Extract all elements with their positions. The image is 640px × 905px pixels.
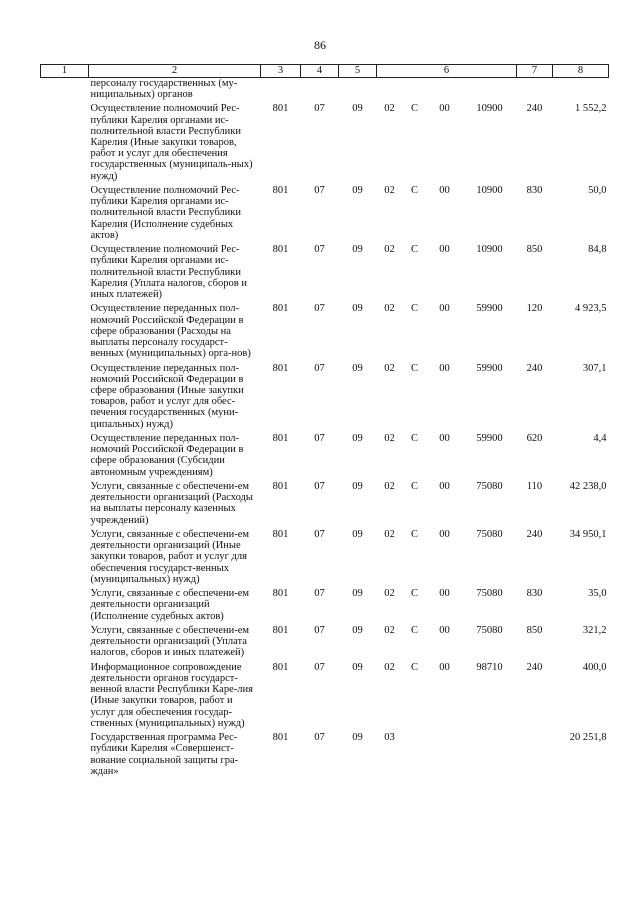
- code-program: 02: [384, 185, 395, 197]
- code-subsection: 09: [352, 362, 363, 374]
- amount: 35,0: [588, 588, 607, 600]
- code-ministry: 801: [272, 433, 289, 445]
- table-row: [41, 625, 609, 662]
- code-expense-type: 830: [526, 588, 543, 600]
- code-subsection: 09: [352, 625, 363, 637]
- code-ministry: 801: [272, 661, 289, 673]
- table-row: [41, 588, 609, 625]
- code-program: 02: [384, 362, 395, 374]
- table-body: [41, 78, 609, 781]
- row-description: Информационное сопровождение деятельности органов государст-венной власти Республики Каре-лия (Иные закупки товаров, работ и услуг для обеспечения государ-ственных (муниципальных) нужд): [90, 661, 253, 729]
- code-expense-type: 850: [526, 244, 543, 256]
- code-subprogram: С: [410, 661, 418, 673]
- code-direction: 75080: [476, 529, 503, 541]
- code-section: 07: [314, 661, 325, 673]
- code-subsection: 09: [352, 433, 363, 445]
- code-expense-type: 240: [526, 103, 543, 115]
- code-subprogram: С: [410, 303, 418, 315]
- code-expense-type: 120: [526, 303, 543, 315]
- code-section: 07: [314, 185, 325, 197]
- code-subsection: 09: [352, 481, 363, 493]
- code-program: 02: [384, 244, 395, 256]
- code-ministry: 801: [272, 588, 289, 600]
- code-subsection: 09: [352, 303, 363, 315]
- code-subprogram: С: [410, 625, 418, 637]
- code-subprogram: С: [410, 588, 418, 600]
- amount: 4,4: [593, 433, 607, 445]
- code-main-activity: 00: [439, 625, 450, 637]
- column-header: 5: [339, 65, 377, 78]
- column-header: 6: [377, 65, 517, 78]
- code-subsection: 09: [352, 588, 363, 600]
- row-description: Осуществление переданных пол-номочий Российской Федерации в сфере образования (Расходы на выплаты персоналу государст-венных (муниципальных) орга-нов): [90, 303, 251, 360]
- column-number-row: [41, 65, 609, 78]
- code-subsection: 09: [352, 103, 363, 115]
- table-row-continuation: [41, 78, 609, 104]
- code-expense-type: 240: [526, 661, 543, 673]
- code-direction: 98710: [476, 661, 503, 673]
- code-subsection: 09: [352, 732, 363, 744]
- code-subprogram: С: [410, 362, 418, 374]
- code-ministry: 801: [272, 303, 289, 315]
- code-section: 07: [314, 303, 325, 315]
- code-main-activity: 00: [439, 303, 450, 315]
- row-description: Осуществление переданных пол-номочий Российской Федерации в сфере образования (Субсидии автономным учреждениям): [90, 433, 244, 478]
- code-program: 02: [384, 588, 395, 600]
- table-row: [41, 244, 609, 303]
- code-main-activity: 00: [439, 433, 450, 445]
- code-direction: 10900: [476, 185, 503, 197]
- table-row: [41, 529, 609, 588]
- column-header: 4: [301, 65, 339, 78]
- page-number: 86: [314, 38, 326, 52]
- table-row: [41, 662, 609, 732]
- code-ministry: 801: [272, 481, 289, 493]
- row-description: Осуществление полномочий Рес-публики Карелия органами ис-полнительной власти Республики Карелия (Уплата налогов, сборов и иных платежей): [90, 244, 247, 301]
- code-expense-type: [517, 732, 553, 780]
- code-subsection: 09: [352, 529, 363, 541]
- code-subsection: 09: [352, 185, 363, 197]
- code-direction: 75080: [476, 588, 503, 600]
- code-main-activity: 00: [439, 244, 450, 256]
- code-program: 02: [384, 481, 395, 493]
- code-direction: 59900: [476, 362, 503, 374]
- code-program: 03: [384, 732, 395, 744]
- amount: 34 950,1: [569, 529, 607, 541]
- code-expense-type: 240: [526, 529, 543, 541]
- row-description: персоналу государственных (му-ниципальных) органов: [90, 78, 238, 101]
- table-row: [41, 103, 609, 185]
- table-row: [41, 732, 609, 780]
- code-subprogram: [403, 732, 427, 780]
- table-row: [41, 185, 609, 244]
- budget-table: [40, 64, 609, 780]
- code-section: 07: [314, 362, 325, 374]
- row-description: Государственная программа Рес-публики Карелия «Совершенст-вование социальной защиты гра-ждан»: [90, 732, 239, 777]
- code-ministry: 801: [272, 529, 289, 541]
- code-section: 07: [314, 103, 325, 115]
- code-main-activity: 00: [439, 481, 450, 493]
- code-ministry: 801: [272, 244, 289, 256]
- code-program: 02: [384, 661, 395, 673]
- code-section: 07: [314, 732, 325, 744]
- code-direction: 59900: [476, 303, 503, 315]
- code-section: 07: [314, 625, 325, 637]
- code-subprogram: С: [410, 185, 418, 197]
- code-main-activity: 00: [439, 103, 450, 115]
- code-expense-type: 620: [526, 433, 543, 445]
- row-description: Осуществление переданных пол-номочий Российской Федерации в сфере образования (Иные закупки товаров, работ и услуг для обес-печения государственных (муни-ципальных) нужд): [90, 362, 244, 430]
- code-ministry: 801: [272, 362, 289, 374]
- table-row: [41, 481, 609, 529]
- column-header: 2: [89, 65, 261, 78]
- code-subprogram: С: [410, 481, 418, 493]
- column-header: 8: [553, 65, 609, 78]
- table-row: [41, 303, 609, 362]
- code-expense-type: 830: [526, 185, 543, 197]
- amount: 84,8: [588, 244, 607, 256]
- code-direction: 59900: [476, 433, 503, 445]
- row-description: Осуществление полномочий Рес-публики Карелия органами ис-полнительной власти Республики Карелия (Исполнение судебных актов): [90, 185, 241, 241]
- row-description: Услуги, связанные с обеспечени-ем деятельности организаций (Исполнение судебных актов): [90, 588, 250, 622]
- code-main-activity: 00: [439, 185, 450, 197]
- column-header: 7: [517, 65, 553, 78]
- amount: 1 552,2: [575, 103, 607, 115]
- code-direction: 10900: [476, 103, 503, 115]
- code-section: 07: [314, 433, 325, 445]
- amount: 307,1: [582, 362, 607, 374]
- row-description: Осуществление полномочий Рес-публики Карелия органами ис-полнительной власти Республики Карелия (Иные закупки товаров, работ и услуг для обеспечения государственных (муниципаль-ных) нужд): [90, 103, 253, 182]
- code-direction: 10900: [476, 244, 503, 256]
- code-program: 02: [384, 625, 395, 637]
- code-program: 02: [384, 529, 395, 541]
- code-main-activity: 00: [439, 529, 450, 541]
- code-subsection: 09: [352, 244, 363, 256]
- amount: 50,0: [588, 185, 607, 197]
- code-subprogram: С: [410, 244, 418, 256]
- code-section: 07: [314, 244, 325, 256]
- code-direction: 75080: [476, 625, 503, 637]
- code-subsection: 09: [352, 661, 363, 673]
- code-ministry: 801: [272, 625, 289, 637]
- code-main-activity: 00: [439, 362, 450, 374]
- table-row: [41, 433, 609, 481]
- code-ministry: 801: [272, 185, 289, 197]
- amount: 42 238,0: [569, 481, 607, 493]
- code-main-activity: [427, 732, 463, 780]
- column-header: 1: [41, 65, 89, 78]
- code-program: 02: [384, 103, 395, 115]
- code-section: 07: [314, 588, 325, 600]
- amount: 400,0: [582, 661, 607, 673]
- code-subprogram: С: [410, 433, 418, 445]
- code-section: 07: [314, 481, 325, 493]
- code-program: 02: [384, 303, 395, 315]
- code-expense-type: 240: [526, 362, 543, 374]
- code-main-activity: 00: [439, 588, 450, 600]
- amount: 4 923,5: [575, 303, 607, 315]
- amount: 20 251,8: [569, 732, 607, 744]
- code-main-activity: 00: [439, 661, 450, 673]
- table-row: [41, 363, 609, 433]
- code-section: 07: [314, 529, 325, 541]
- code-expense-type: 110: [526, 481, 543, 493]
- code-direction: [463, 732, 517, 780]
- code-program: 02: [384, 433, 395, 445]
- code-subprogram: С: [410, 529, 418, 541]
- amount: 321,2: [582, 625, 607, 637]
- row-description: Услуги, связанные с обеспечени-ем деятельности организаций (Уплата налогов, сборов и иных платежей): [90, 625, 250, 659]
- code-expense-type: 850: [526, 625, 543, 637]
- row-description: Услуги, связанные с обеспечени-ем деятельности организаций (Иные закупки товаров, работ и услуг для обеспечения государст-венных (муниципальных) нужд): [90, 529, 250, 585]
- code-ministry: 801: [272, 732, 289, 744]
- code-ministry: 801: [272, 103, 289, 115]
- code-subprogram: С: [410, 103, 418, 115]
- column-header: 3: [261, 65, 301, 78]
- row-description: Услуги, связанные с обеспечени-ем деятельности организаций (Расходы на выплаты персоналу казенных учреждений): [90, 481, 253, 526]
- code-direction: 75080: [476, 481, 503, 493]
